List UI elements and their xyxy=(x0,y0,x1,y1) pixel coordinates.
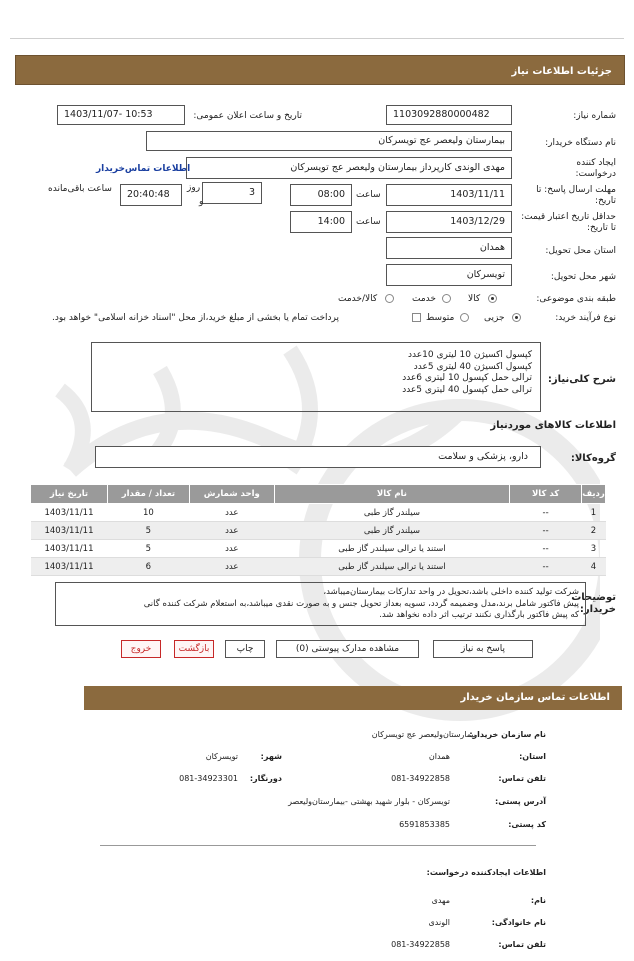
process-medium-radio[interactable] xyxy=(460,313,469,322)
buyer-org-label: نام دستگاه خریدار: xyxy=(545,138,616,148)
category-goods-radio[interactable] xyxy=(488,294,497,303)
fax-label: دورنگار: xyxy=(249,774,282,783)
family-value: الوندی xyxy=(428,918,450,927)
cell-code: -- xyxy=(510,558,582,576)
top-divider xyxy=(10,38,624,39)
validity-date-field[interactable]: 1403/12/29 xyxy=(386,211,512,233)
process-label: نوع فرآیند خرید: xyxy=(555,313,616,323)
cell-date: 1403/11/11 xyxy=(31,522,108,540)
buyer-notes-line: شرکت تولید کننده داخلی باشد،تحویل در واحد تدارکات بیمارستان‌میباشد، xyxy=(323,587,579,597)
category-both-radio[interactable] xyxy=(385,294,394,303)
contact-city-label: شهر: xyxy=(260,752,282,761)
cell-code: -- xyxy=(510,522,582,540)
fax-value: 081-34923301 xyxy=(179,774,238,783)
validity-time-label: ساعت xyxy=(356,217,381,227)
col-name: نام کالا xyxy=(274,485,509,504)
city-label: شهر محل تحویل: xyxy=(550,272,616,282)
validity-label: حداقل تاریخ اعتبار قیمت: تا تاریخ: xyxy=(521,212,616,233)
back-button[interactable]: بازگشت xyxy=(174,640,214,658)
col-code: کد کالا xyxy=(510,485,582,504)
buyer-org-field[interactable]: بیمارستان ولیعصر عج تویسرکان xyxy=(146,131,512,151)
table-row xyxy=(31,504,606,522)
cell-name: سیلندر گاز طبی xyxy=(274,504,509,522)
process-medium-label: متوسط xyxy=(426,313,455,323)
name-label: نام: xyxy=(530,896,546,905)
name-value: مهدی xyxy=(431,896,450,905)
need-number-field[interactable]: 1103092880000482 xyxy=(386,105,512,125)
days-field[interactable]: 3 xyxy=(202,182,262,204)
payment-note: پرداخت تمام یا بخشی از مبلغ خرید،از محل "اسناد خزانه اسلامی" خواهد بود. xyxy=(52,313,340,323)
cell-name: استند یا ترالی سیلندر گاز طبی xyxy=(274,558,509,576)
creator-phone-value: 081-34922858 xyxy=(391,940,450,949)
cell-row: 4 xyxy=(582,558,606,576)
address-value: تویسرکان - بلوار شهید بهشتی -بیمارستان‌ولیعصر xyxy=(288,797,450,806)
cell-date: 1403/11/11 xyxy=(31,504,108,522)
send-time-label: ساعت xyxy=(356,190,381,200)
province-label: استان محل تحویل: xyxy=(545,246,616,256)
payment-checkbox[interactable] xyxy=(412,313,421,322)
buyer-notes-line: که پیش فاکتور بارگذاری نکنند ترتیب اثر داده نخواهد شد. xyxy=(379,610,579,620)
contact-province-label: استان: xyxy=(519,752,546,761)
buyer-notes-line: پیش فاکتور شامل برند،مدل وضمیمه گردد، تسویه بعداز تحویل جنس و به صورت نقدی میباشد،به استعلام شرکت کننده گانی xyxy=(143,598,579,609)
cell-qty: 5 xyxy=(107,522,189,540)
goods-section-title: اطلاعات کالاهای موردنیاز xyxy=(490,420,616,431)
org-label: نام سازمان خریدار: xyxy=(469,730,546,739)
col-row: ردیف xyxy=(582,485,606,504)
contact-header xyxy=(84,686,622,710)
goods-group-label: گروه‌کالا: xyxy=(570,453,616,464)
address-label: آدرس پستی: xyxy=(495,797,546,806)
creator-label: ایجاد کننده درخواست: xyxy=(575,158,616,179)
cell-unit: عدد xyxy=(189,540,274,558)
description-line: کپسول اکسیژن 40 لیتری 5عدد xyxy=(413,361,532,372)
announce-field[interactable]: 1403/11/07- 10:53 xyxy=(57,105,185,125)
buyer-notes-label: توضیحات خریدار: xyxy=(571,592,616,615)
description-line: ترالی حمل کپسول 40 لیتری 5عدد xyxy=(402,384,532,395)
buyer-notes-box xyxy=(55,582,586,626)
phone-label: تلفن تماس: xyxy=(498,774,546,783)
col-unit: واحد شمارش xyxy=(189,485,274,504)
send-time-field[interactable]: 08:00 xyxy=(290,184,352,206)
description-line: ترالی حمل کپسول 10 لیتری 6عدد xyxy=(402,373,532,383)
cell-unit: عدد xyxy=(189,522,274,540)
phone-value: 081-34922858 xyxy=(391,774,450,783)
province-field[interactable]: همدان xyxy=(386,237,512,259)
days-label: روز xyxy=(187,183,201,193)
org-value: بیمارستان‌ولیعصر عج تویسرکان xyxy=(371,730,476,739)
cell-name: سیلندر گاز طبی xyxy=(274,522,509,540)
cell-qty: 5 xyxy=(107,540,189,558)
announce-label: تاریخ و ساعت اعلان عمومی: xyxy=(193,111,302,121)
cell-row: 1 xyxy=(582,504,606,522)
goods-table xyxy=(30,484,606,576)
details-title: جزئیات اطلاعات نیاز xyxy=(511,66,612,77)
process-minor-label: جزیی xyxy=(484,313,505,323)
postal-value: 6591853385 xyxy=(399,820,450,829)
reply-button[interactable]: پاسخ به نیاز xyxy=(433,640,533,658)
cell-code: -- xyxy=(510,504,582,522)
remaining-label: ساعت باقی‌مانده xyxy=(48,184,112,194)
details-header xyxy=(15,55,625,85)
goods-group-field: دارو، پزشکی و سلامت xyxy=(95,446,541,468)
contact-city-value: تویسرکان xyxy=(205,752,238,761)
creator-phone-label: تلفن تماس: xyxy=(498,940,546,949)
exit-button[interactable]: خروج xyxy=(121,640,161,658)
city-field[interactable]: تویسرکان xyxy=(386,264,512,286)
col-qty: تعداد / مقدار xyxy=(107,485,189,504)
contact-title: اطلاعات تماس سازمان خریدار xyxy=(460,692,610,703)
table-row xyxy=(31,522,606,540)
send-deadline-label: مهلت ارسال پاسخ: تا تاریخ: xyxy=(536,185,616,206)
description-box xyxy=(91,342,541,412)
category-both-label: کالا/خدمت xyxy=(338,294,378,304)
print-button[interactable]: چاپ xyxy=(225,640,265,658)
description-line: کپسول اکسیژن 10 لیتری 10عدد xyxy=(408,350,532,360)
process-minor-radio[interactable] xyxy=(512,313,521,322)
cell-date: 1403/11/11 xyxy=(31,540,108,558)
need-number-label: شماره نیاز: xyxy=(573,111,616,121)
cell-date: 1403/11/11 xyxy=(31,558,108,576)
cell-qty: 10 xyxy=(107,504,189,522)
cell-row: 2 xyxy=(582,522,606,540)
creator-info-title: اطلاعات ایجادکننده درخواست: xyxy=(426,868,546,877)
contact-province-value: همدان xyxy=(428,752,450,761)
cell-unit: عدد xyxy=(189,558,274,576)
contact-divider xyxy=(100,845,536,846)
and-label: و xyxy=(199,197,204,207)
creator-field[interactable]: مهدی الوندی کارپرداز بیمارستان ولیعصر عج تویسرکان xyxy=(186,157,512,179)
cell-unit: عدد xyxy=(189,504,274,522)
category-label: طبقه بندی موضوعی: xyxy=(536,294,616,304)
attachments-button[interactable]: مشاهده مدارک پیوستی (0) xyxy=(276,640,419,658)
cell-qty: 6 xyxy=(107,558,189,576)
cell-name: استند یا ترالی سیلندر گاز طبی xyxy=(274,540,509,558)
cell-code: -- xyxy=(510,540,582,558)
description-label: شرح کلی‌نیاز: xyxy=(547,374,616,385)
category-goods-label: کالا xyxy=(468,294,481,304)
family-label: نام خانوادگی: xyxy=(491,918,546,927)
table-row xyxy=(31,540,606,558)
contact-buyer-link[interactable]: اطلاعات تماس‌خریدار xyxy=(96,164,191,174)
table-row xyxy=(31,558,606,576)
category-service-label: خدمت xyxy=(412,294,436,304)
postal-label: کد پستی: xyxy=(508,820,546,829)
cell-row: 3 xyxy=(582,540,606,558)
remaining-time-field: 20:40:48 xyxy=(120,184,182,206)
col-date: تاریخ نیاز xyxy=(31,485,108,504)
validity-time-field[interactable]: 14:00 xyxy=(290,211,352,233)
send-date-field[interactable]: 1403/11/11 xyxy=(386,184,512,206)
category-service-radio[interactable] xyxy=(442,294,451,303)
goods-table-header xyxy=(31,485,606,504)
